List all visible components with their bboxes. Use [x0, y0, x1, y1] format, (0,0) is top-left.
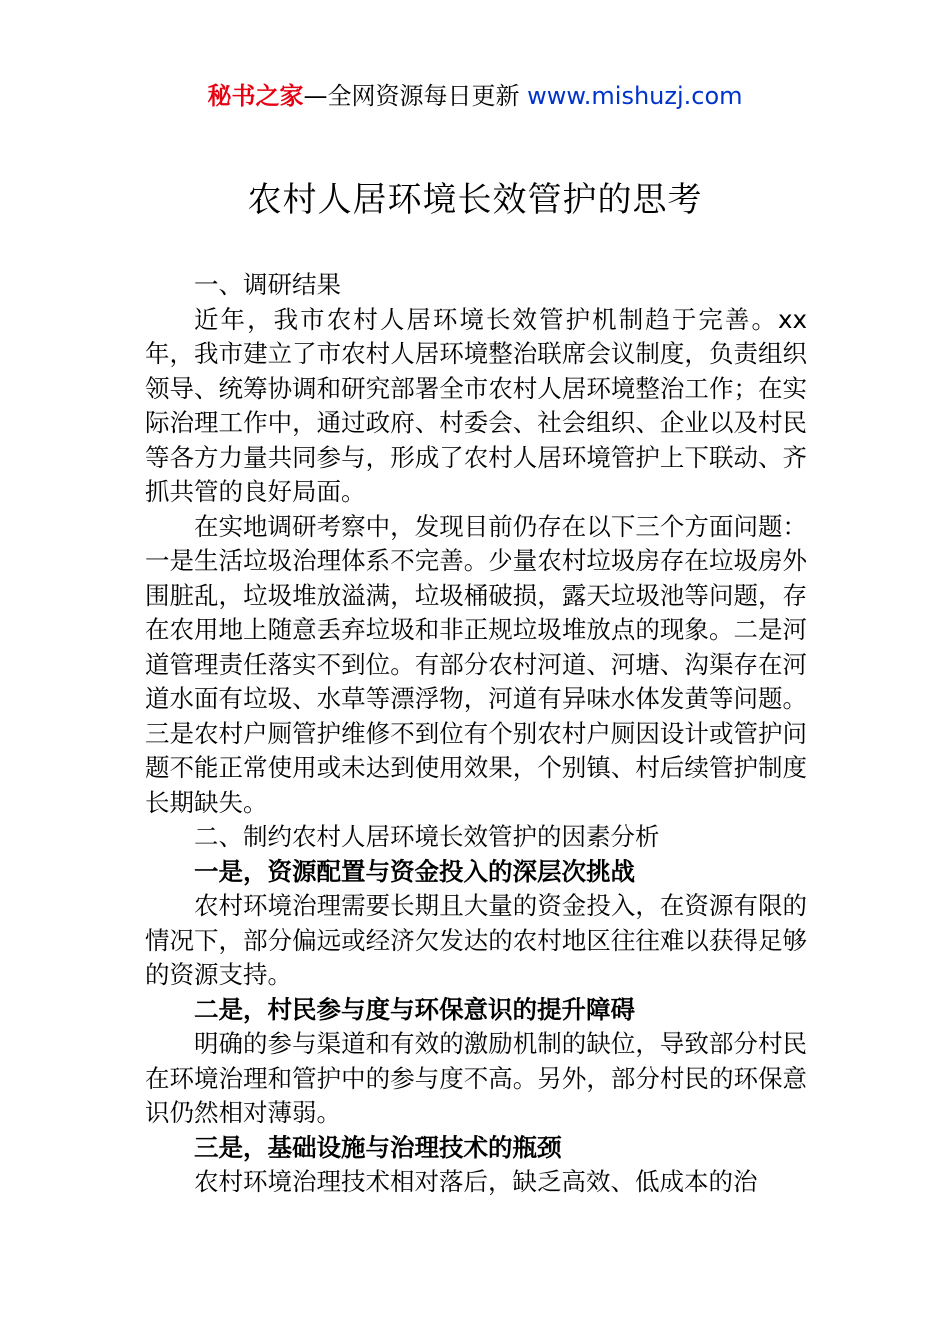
site-tagline: —全网资源每日更新: [303, 82, 520, 110]
document-title: 农村人居环境长效管护的思考: [247, 180, 703, 220]
paragraph-2: 在实地调研考察中，发现目前仍存在以下三个方面问题：一是生活垃圾治理体系不完善。少量农村垃圾房存在垃圾房外围脏乱，垃圾堆放溢满，垃圾桶破损，露天垃圾池等问题，存在农用地上随意丢弃垃圾和非正规垃圾堆放点的现象。二是河道管理责任落实不到位。有部分农村河道、河塘、沟渠存在河道水面有垃圾、水草等漂浮物，河道有异味水体发黄等问题。三是农村户厕管护维修不到位有个别农村户厕因设计或管护问题不能正常使用或未达到使用效果，个别镇、村后续管护制度长期缺失。: [145, 511, 807, 817]
site-header: [0, 80, 950, 112]
subsection3-paragraph: 农村环境治理技术相对落后，缺乏高效、低成本的治: [194, 1167, 758, 1196]
subsection3-heading: 三是，基础设施与治理技术的瓶颈: [194, 1132, 562, 1162]
site-brand: 秘书之家: [207, 82, 304, 110]
subsection2-paragraph: 明确的参与渠道和有效的激励机制的缺位，导致部分村民在环境治理和管护中的参与度不高。另外，部分村民的环保意识仍然相对薄弱。: [145, 1029, 807, 1127]
document-body: [145, 268, 807, 1200]
subsection1-heading: 一是，资源配置与资金投入的深层次挑战: [194, 856, 635, 886]
paragraph-1: 近年，我市农村人居环境长效管护机制趋于完善。xx年，我市建立了市农村人居环境整治联席会议制度，负责组织领导、统筹协调和研究部署全市农村人居环境整治工作；在实际治理工作中，通过政府、村委会、社会组织、企业以及村民等各方力量共同参与，形成了农村人居环境管护上下联动、齐抓共管的良好局面。: [145, 304, 807, 506]
section1-heading: 一、调研结果: [194, 270, 341, 299]
section2-heading: 二、制约农村人居环境长效管护的因素分析: [194, 822, 660, 851]
subsection2-heading: 二是，村民参与度与环保意识的提升障碍: [194, 994, 635, 1024]
subsection1-paragraph: 农村环境治理需要长期且大量的资金投入，在资源有限的情况下，部分偏远或经济欠发达的农村地区往往难以获得足够的资源支持。: [145, 891, 807, 989]
site-url-link[interactable]: www.mishuzj.com: [527, 82, 743, 110]
